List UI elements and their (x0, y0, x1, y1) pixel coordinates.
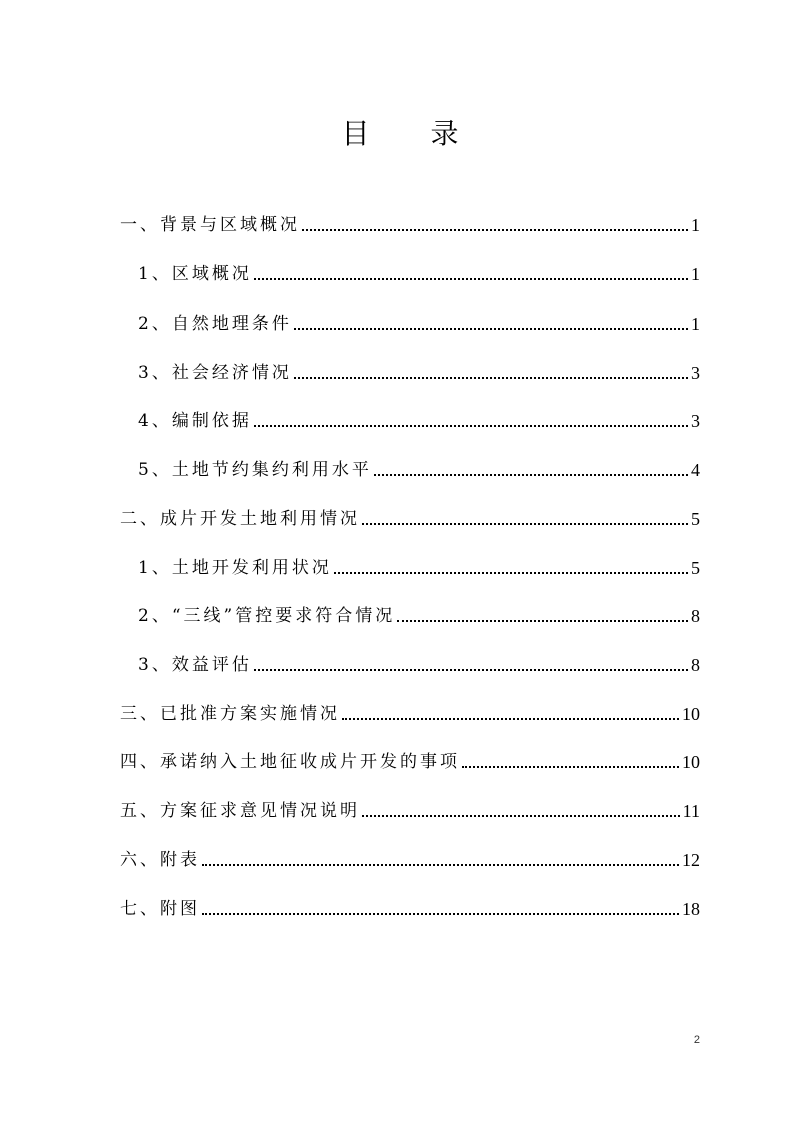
toc-entry[interactable] (120, 894, 700, 920)
toc-entry-page: 1 (691, 215, 700, 235)
toc-entry-page: 12 (682, 850, 700, 870)
page-number: 2 (693, 1034, 700, 1046)
toc-entry-page: 5 (691, 509, 700, 529)
toc-leader-dots (362, 815, 680, 817)
toc-entry[interactable] (120, 747, 700, 773)
toc-entry-label: 二、成片开发土地利用情况 (120, 509, 360, 529)
toc-leader-dots (397, 620, 688, 622)
toc-entry-page: 5 (691, 558, 700, 578)
toc-entry[interactable] (138, 358, 700, 384)
toc-entry[interactable] (120, 699, 700, 725)
toc-entry-page: 1 (691, 264, 700, 284)
toc-leader-dots (294, 328, 688, 330)
toc-entry-page: 3 (691, 411, 700, 431)
toc-leader-dots (254, 669, 688, 671)
toc-leader-dots (294, 377, 688, 379)
toc-entry-label: 三、已批准方案实施情况 (120, 704, 340, 724)
toc-leader-dots (302, 229, 688, 231)
toc-entry-label: 四、承诺纳入土地征收成片开发的事项 (120, 752, 460, 772)
toc-entry-label: 七、附图 (120, 899, 200, 919)
toc-leader-dots (462, 766, 679, 768)
toc-leader-dots (202, 913, 679, 915)
toc-entry-page: 11 (682, 801, 700, 821)
toc-entry[interactable] (120, 210, 700, 236)
toc-leader-dots (254, 425, 688, 427)
toc-entry-label: 2、自然地理条件 (138, 314, 292, 334)
toc-leader-dots (362, 523, 688, 525)
toc-entry[interactable] (138, 553, 700, 579)
toc-leader-dots (254, 278, 688, 280)
toc-entry-page: 10 (682, 704, 700, 724)
toc-entry-page: 10 (682, 752, 700, 772)
toc-entry[interactable] (120, 796, 700, 822)
toc-entry-page: 4 (691, 460, 700, 480)
toc-entry-label: 3、社会经济情况 (138, 363, 292, 383)
toc-entry-label: 3、效益评估 (138, 655, 252, 675)
toc-leader-dots (202, 864, 679, 866)
toc-entry[interactable] (138, 309, 700, 335)
toc-entry[interactable] (138, 650, 700, 676)
toc-entry-label: 2、“三线”管控要求符合情况 (138, 606, 396, 626)
toc-entry-label: 1、区域概况 (138, 264, 252, 284)
toc-entry-label: 六、附表 (120, 850, 200, 870)
toc-entry-label: 五、方案征求意见情况说明 (120, 801, 360, 821)
toc-entry-page: 18 (682, 899, 700, 919)
toc-leader-dots (342, 718, 679, 720)
toc-entry[interactable] (138, 406, 700, 432)
toc-entry[interactable] (138, 259, 700, 285)
toc-leader-dots (374, 474, 688, 476)
toc-entry-label: 4、编制依据 (138, 411, 252, 431)
toc-entry-page: 8 (691, 606, 700, 626)
toc-entry-page: 3 (691, 363, 700, 383)
toc-entry-page: 1 (691, 314, 700, 334)
toc-entry[interactable] (120, 845, 700, 871)
toc-entry-label: 1、土地开发利用状况 (138, 558, 332, 578)
toc-entry[interactable] (120, 504, 700, 530)
toc-entry[interactable] (138, 601, 700, 627)
toc-entry[interactable] (138, 455, 700, 481)
toc-leader-dots (334, 572, 688, 574)
page-title: 目 录 (341, 117, 485, 150)
toc-entry-label: 一、背景与区域概况 (120, 215, 300, 235)
toc-entry-label: 5、土地节约集约利用水平 (138, 460, 372, 480)
toc-entry-page: 8 (691, 655, 700, 675)
